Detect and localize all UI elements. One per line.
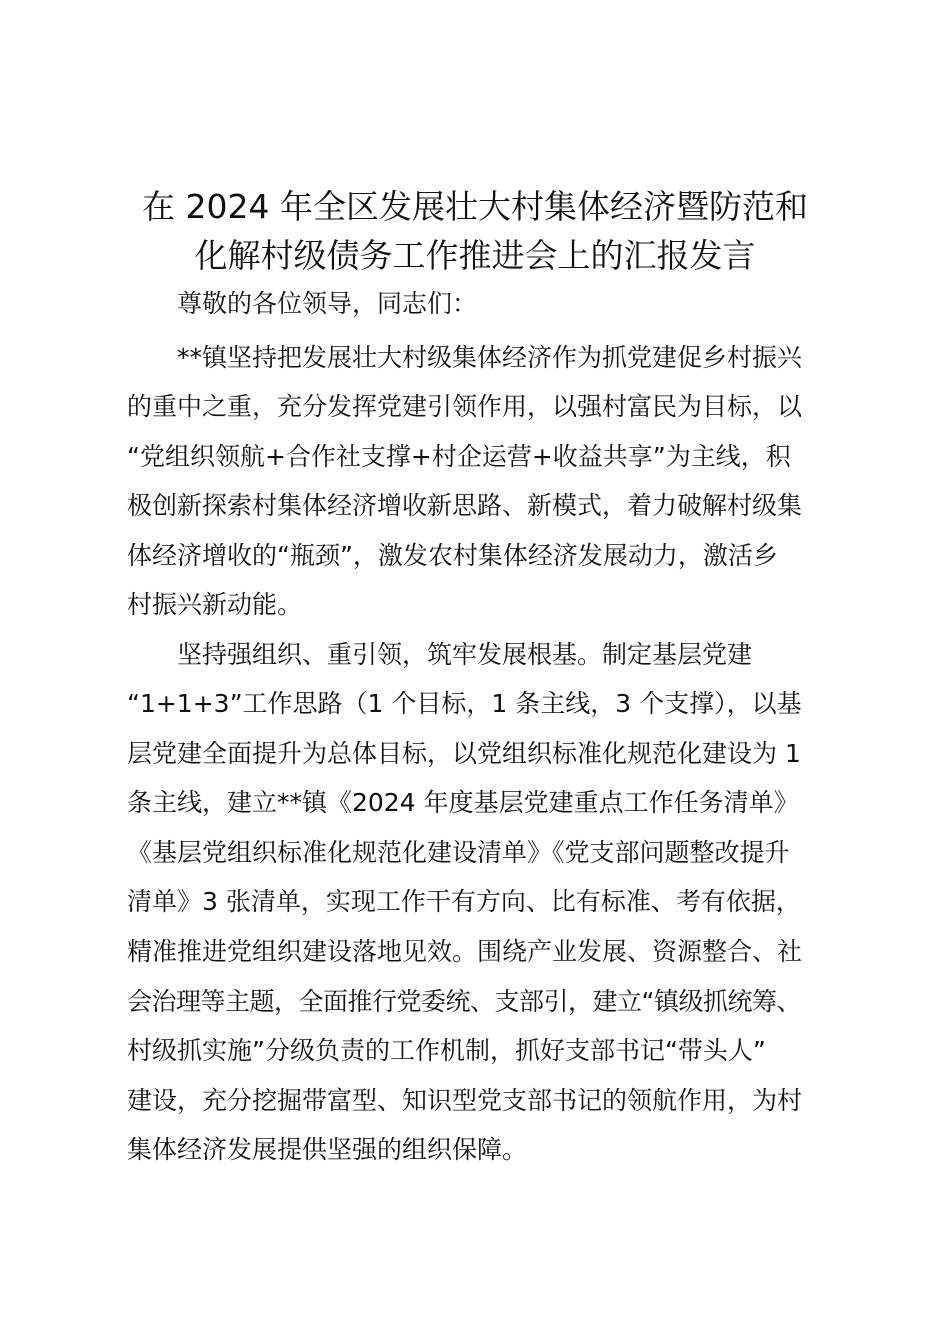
paragraph-2-line-6: 清单》3 张清单，实现工作干有方向、比有标准、考有依据， (127, 887, 801, 916)
paragraph-1-line-5: 体经济增收的“瓶颈”，激发农村集体经济发展动力，激活乡 (127, 541, 778, 570)
paragraph-1-line-2: 的重中之重，充分发挥党建引领作用，以强村富民为目标，以 (127, 392, 803, 421)
paragraph-1-line-4: 极创新探索村集体经济增收新思路、新模式，着力破解村级集 (127, 491, 803, 520)
paragraph-1-line-6: 村振兴新动能。 (127, 590, 303, 619)
document-title-line-2: 化解村级债务工作推进会上的汇报发言 (194, 236, 756, 275)
paragraph-2-line-2: “1+1+3”工作思路（1 个目标，1 条主线，3 个支撑），以基 (127, 689, 802, 718)
paragraph-2-line-1: 坚持强组织、重引领，筑牢发展根基。制定基层党建 (177, 640, 753, 669)
paragraph-2-line-5: 《基层党组织标准化规范化建设清单》《党支部问题整改提升 (127, 838, 790, 867)
greeting: 尊敬的各位领导，同志们： (177, 289, 478, 318)
paragraph-1-line-1: **镇坚持把发展壮大村级集体经济作为抓党建促乡村振兴 (177, 343, 803, 372)
paragraph-2-line-8: 会治理等主题，全面推行党委统、支部引，建立“镇级抓统筹、 (127, 987, 801, 1016)
paragraph-2-line-4: 条主线，建立**镇《2024 年度基层党建重点工作任务清单》 (127, 788, 799, 817)
paragraph-1-line-3: “党组织领航+合作社支撑+村企运营+收益共享”为主线，积 (127, 442, 791, 471)
paragraph-2-line-9: 村级抓实施”分级负责的工作机制，抓好支部书记“带头人” (127, 1036, 766, 1065)
paragraph-2-line-7: 精准推进党组织建设落地见效。围绕产业发展、资源整合、社 (127, 937, 803, 966)
paragraph-2-line-10: 建设，充分挖掘带富型、知识型党支部书记的领航作用，为村 (127, 1086, 803, 1115)
paragraph-2-line-3: 层党建全面提升为总体目标，以党组织标准化规范化建设为 1 (127, 739, 801, 768)
paragraph-2-line-11: 集体经济发展提供坚强的组织保障。 (127, 1135, 528, 1164)
document-title-line-1: 在 2024 年全区发展壮大村集体经济暨防范和 (142, 187, 808, 226)
